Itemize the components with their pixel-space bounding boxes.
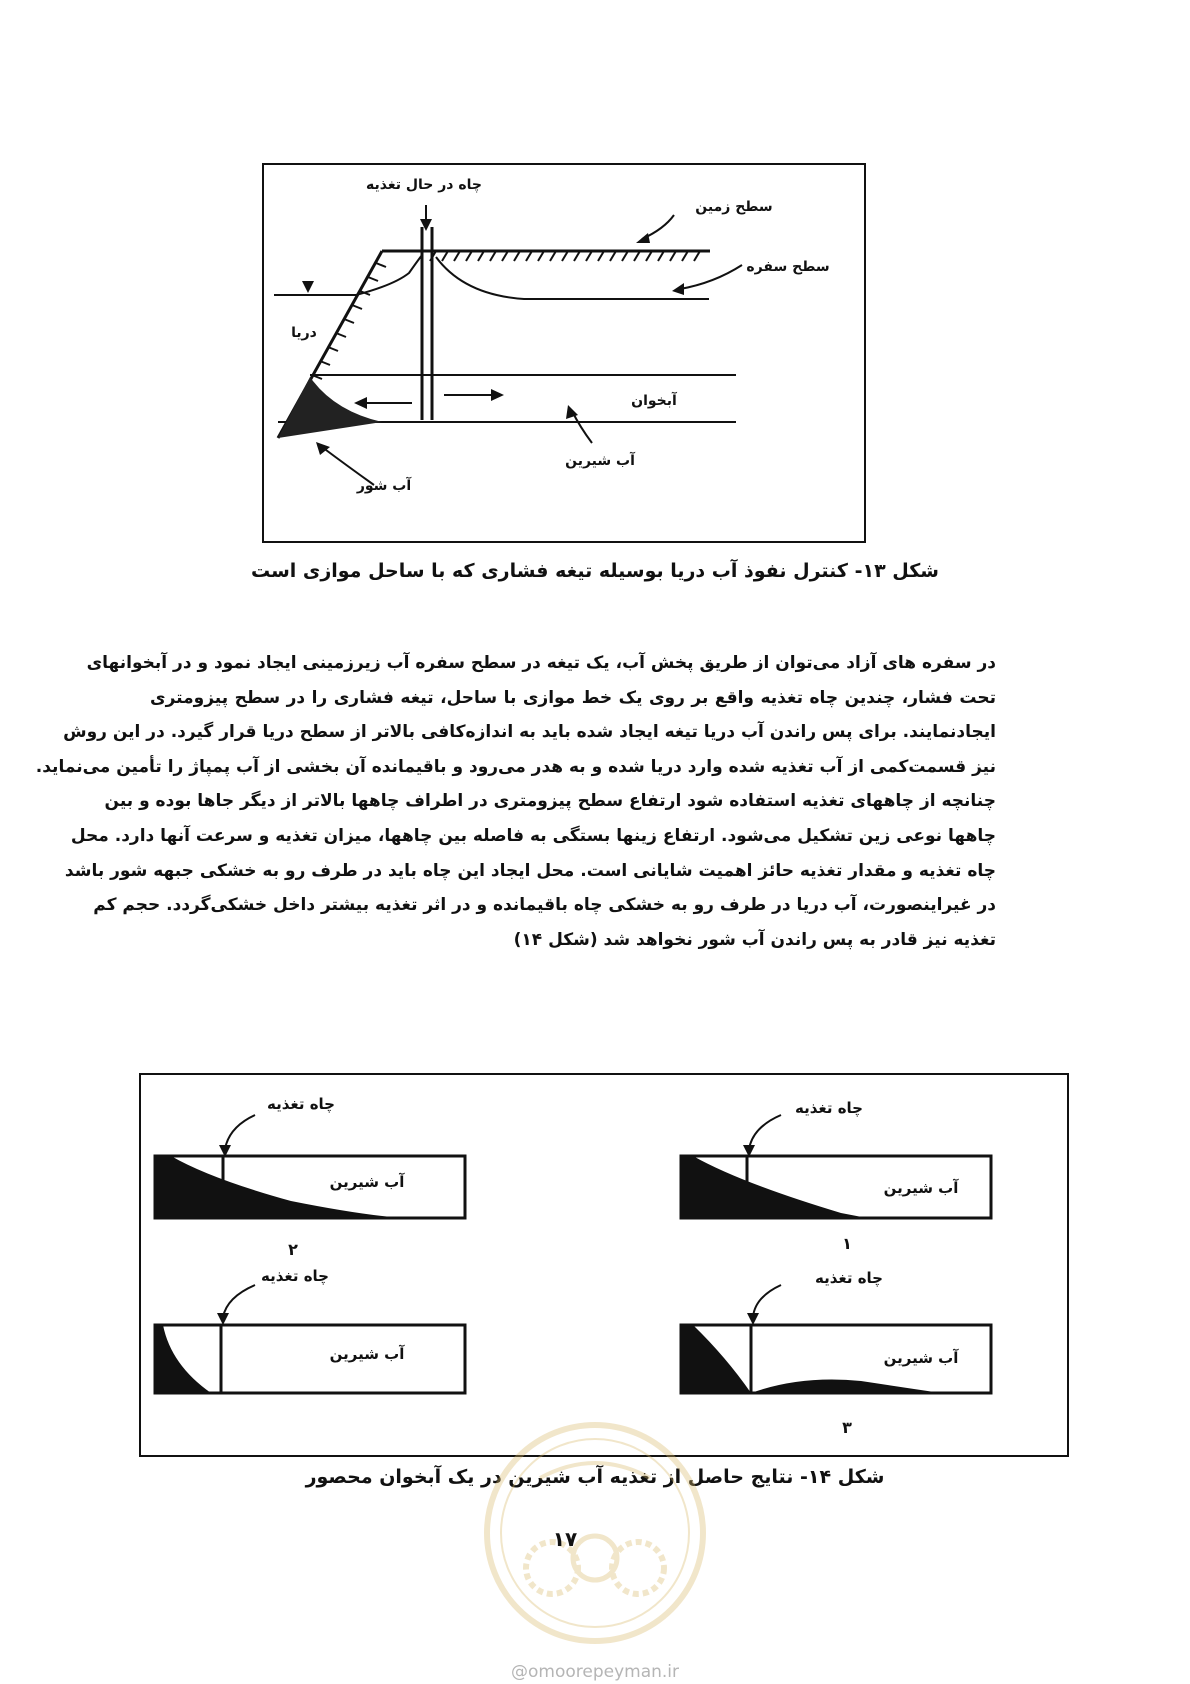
label-fresh-water: آب شیرین bbox=[565, 453, 635, 469]
panel-4-well-label: چاه تغذیه bbox=[260, 1267, 330, 1285]
paragraph-line: تغذیه نیز قادر به پس راندن آب شور نخواهد شد (شکل ۱۴) bbox=[513, 929, 996, 950]
panel-1-well-label: چاه تغذیه bbox=[794, 1099, 864, 1117]
figure-13-caption: شکل ۱۳- کنترل نفوذ آب دریا بوسیله تیغه فشاری که با ساحل موازی است bbox=[250, 560, 939, 582]
paragraph-line: چنانچه از چاههای تغذیه استفاده شود ارتفاع سطح پیزومتری در اطراف چاهها بالاتر از دیگر جاها بوده و بین bbox=[104, 791, 996, 812]
paragraph-line: ایجادنمایند. برای پس راندن آب دریا تیغه ایجاد شده باید به اندازه‌کافی بالاتر از سطح دریا قرار گیرد. در این روش bbox=[63, 722, 996, 743]
sea-level-marker bbox=[302, 281, 314, 293]
figure-14-drawing bbox=[141, 1075, 1067, 1455]
paragraph-line: نیز قسمت‌کمی از آب تغذیه شده وارد دریا شده و به هدر می‌رود و باقیمانده آن بخشی از آب پمپاژ را تأمین می‌نماید. bbox=[35, 756, 996, 777]
panel-4-water-label: آب شیرین bbox=[329, 1345, 405, 1363]
water-table-right bbox=[436, 257, 709, 299]
panel-3-number: ۳ bbox=[842, 1418, 852, 1437]
paragraph-line: تحت فشار، چندین چاه تغذیه واقع بر روی یک خط موازی با ساحل، تیغه فشاری را در سطح پیزومتری bbox=[150, 687, 996, 708]
panel-2-water-label: آب شیرین bbox=[329, 1173, 405, 1191]
watermark-url: @omoorepeyman.ir bbox=[510, 1662, 680, 1682]
slope-hatching bbox=[312, 263, 386, 379]
watermark-logo bbox=[480, 1418, 710, 1648]
panel-3-well-label: چاه تغذیه bbox=[814, 1269, 884, 1287]
label-ground-surface: سطح زمین bbox=[695, 199, 773, 215]
panel-4 bbox=[155, 1267, 465, 1393]
water-table-left bbox=[356, 255, 422, 295]
panel-2-well-label: چاه تغذیه bbox=[266, 1095, 336, 1113]
figure-13 bbox=[262, 163, 866, 543]
paragraph-line: چاه تغذیه و مقدار تغذیه حائز اهمیت شایانی است. محل ایجاد این چاه باید در طرف رو به خشکی جبهه شور باشد bbox=[64, 860, 996, 881]
panel-1-number: ۱ bbox=[842, 1234, 852, 1253]
figure-13-drawing bbox=[264, 165, 864, 541]
figure-14-caption: شکل ۱۴- نتایج حاصل از تغذیه آب شیرین در یک آبخوان محصور bbox=[305, 1466, 885, 1488]
label-recharge-well: چاه در حال تغذیه bbox=[366, 177, 482, 193]
panel-3 bbox=[681, 1269, 991, 1437]
label-sea: دریا bbox=[291, 325, 317, 341]
paragraph-line: در سفره های آزاد می‌توان از طریق پخش آب، یک تیغه در سطح سفره آب زیرزمینی ایجاد نمود و در آبخوانهای bbox=[86, 653, 996, 673]
label-salt-water: آب شور bbox=[356, 478, 412, 494]
panel-2 bbox=[155, 1095, 465, 1259]
page-number: ۱۷ bbox=[552, 1527, 578, 1551]
panel-1 bbox=[681, 1099, 991, 1253]
water-table-pointer bbox=[680, 265, 742, 289]
panel-1-water-label: آب شیرین bbox=[883, 1179, 959, 1197]
body-paragraph bbox=[35, 646, 996, 957]
paragraph-line: در غیراینصورت، آب دریا در طرف رو به خشکی چاه باقیمانده و در اثر تغذیه بیشتر داخل خشکی‌گردد. حجم کم bbox=[93, 895, 996, 916]
label-water-table: سطح سفره bbox=[746, 259, 830, 275]
panel-2-number: ۲ bbox=[288, 1240, 298, 1259]
figure-14 bbox=[139, 1073, 1069, 1457]
label-aquifer: آبخوان bbox=[631, 393, 677, 409]
paragraph-line: چاهها نوعی زین تشکیل می‌شود. ارتفاع زینها بستگی به فاصله بین چاهها، میزان تغذیه و سرعت آنها دارد. محل bbox=[70, 825, 996, 846]
panel-3-water-label: آب شیرین bbox=[883, 1349, 959, 1367]
